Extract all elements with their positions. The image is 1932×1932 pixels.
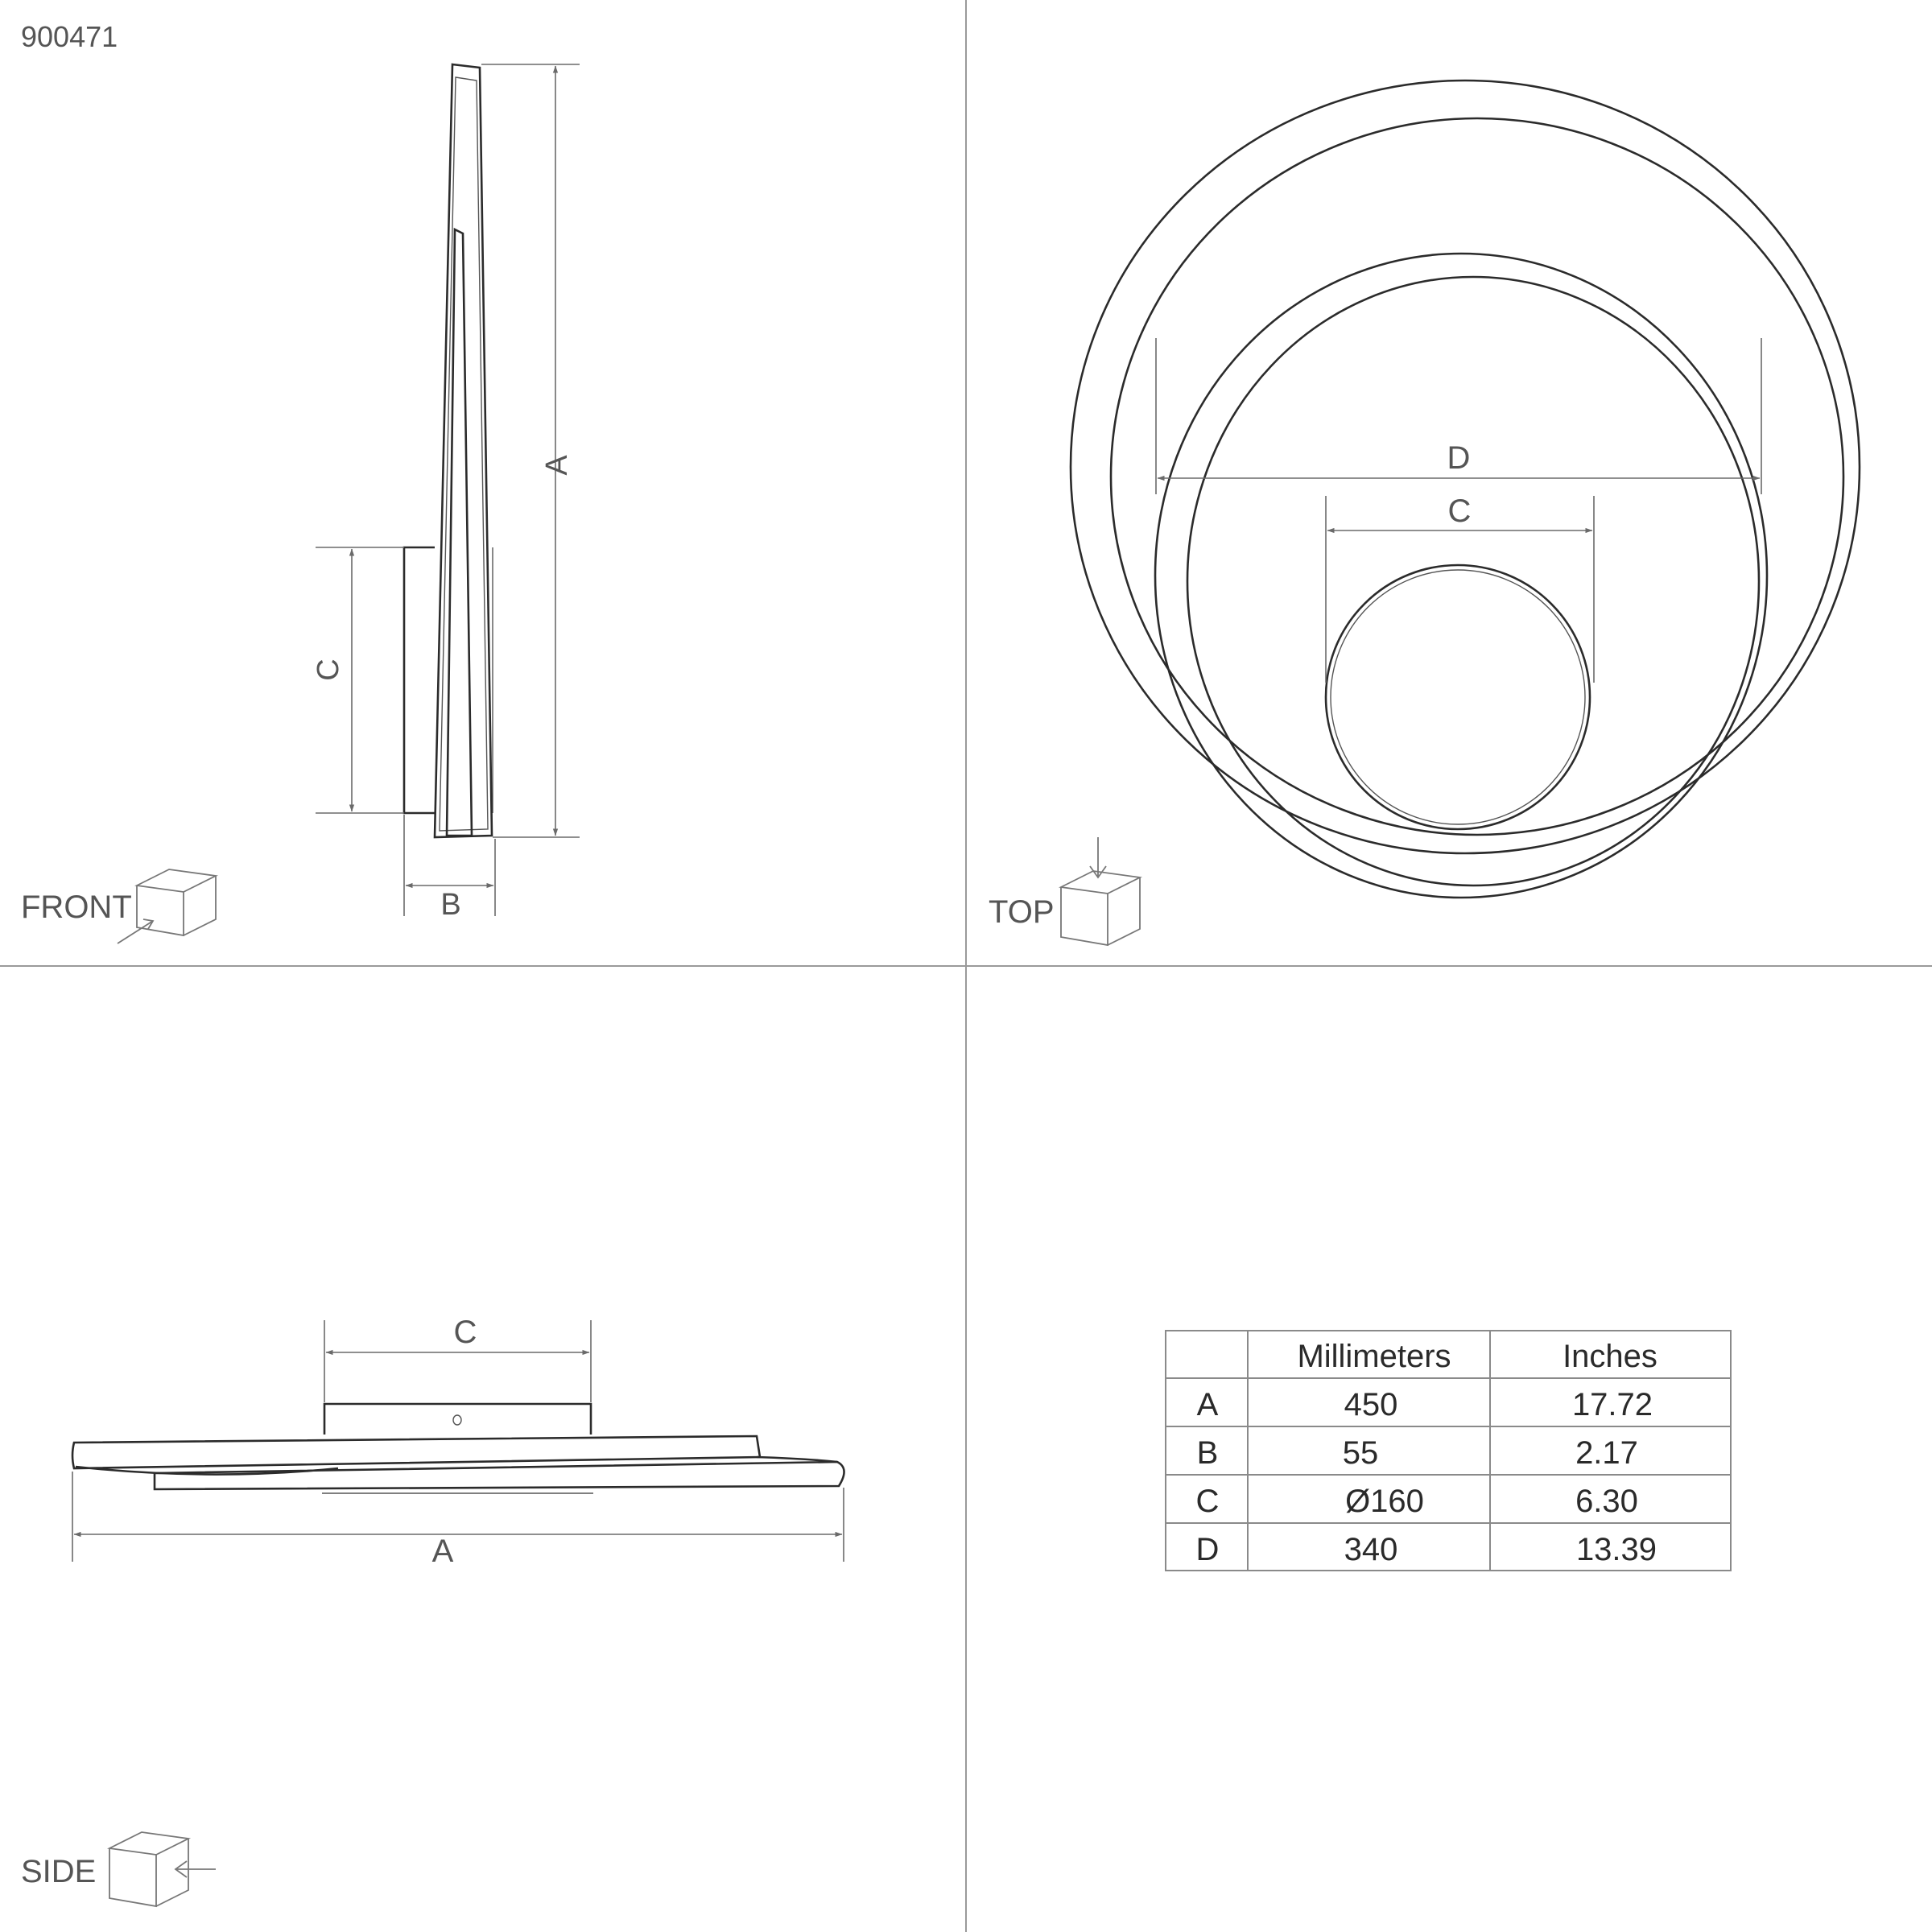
view-cube-side-icon	[109, 1832, 216, 1906]
table-row	[1196, 1532, 1657, 1567]
front-dim-c-label: C	[312, 658, 345, 681]
table-header-millimeters: Millimeters	[1297, 1339, 1451, 1374]
front-mount-plate	[404, 547, 435, 813]
side-outer-ring	[72, 1436, 760, 1468]
front-view	[21, 64, 580, 943]
table-cell-mm: Ø160	[1345, 1484, 1424, 1519]
table-row	[1197, 1435, 1638, 1471]
front-view-label: FRONT	[21, 890, 132, 925]
top-mount-disc-inner	[1331, 570, 1585, 824]
table-cell-inch: 2.17	[1575, 1435, 1638, 1471]
table-cell-dim: B	[1196, 1435, 1219, 1471]
top-view-label: TOP	[989, 894, 1055, 930]
front-dim-b-label: B	[440, 888, 461, 922]
table-cell-dim: A	[1196, 1387, 1219, 1422]
side-dim-c-label: C	[453, 1315, 477, 1350]
top-mount-disc	[1326, 565, 1590, 829]
top-large-ring-inner	[1111, 118, 1843, 835]
front-outer-ring	[435, 64, 492, 837]
front-dim-a-label: A	[540, 455, 574, 476]
view-cube-front-icon	[118, 869, 216, 943]
side-mount-plate	[324, 1404, 591, 1435]
table-row	[1197, 1387, 1653, 1422]
side-inner-ring-sweep	[757, 1457, 837, 1462]
table-cell-mm: 450	[1344, 1387, 1398, 1422]
table-cell-dim: D	[1195, 1532, 1220, 1567]
view-cube-top-icon	[1061, 837, 1140, 945]
top-medium-ring-outer	[1155, 254, 1767, 898]
top-dim-c-label: C	[1447, 493, 1472, 529]
side-dim-a-label: A	[431, 1534, 454, 1569]
top-dim-d-label: D	[1447, 440, 1471, 476]
dimension-table	[1166, 1331, 1731, 1571]
table-cell-mm: 55	[1342, 1435, 1379, 1471]
side-mount-screw	[453, 1415, 461, 1425]
table-cell-inch: 6.30	[1575, 1484, 1638, 1519]
side-view-label: SIDE	[21, 1854, 97, 1889]
side-view	[21, 1315, 844, 1906]
table-cell-inch: 13.39	[1575, 1532, 1657, 1567]
product-code: 900471	[21, 20, 118, 53]
table-cell-mm: 340	[1344, 1532, 1398, 1567]
table-header-inches: Inches	[1563, 1339, 1657, 1374]
table-cell-dim: C	[1195, 1484, 1220, 1519]
table-row	[1196, 1484, 1638, 1519]
top-view	[989, 80, 1860, 945]
front-outer-ring-inner-edge	[440, 77, 488, 831]
table-cell-inch: 17.72	[1571, 1387, 1653, 1422]
